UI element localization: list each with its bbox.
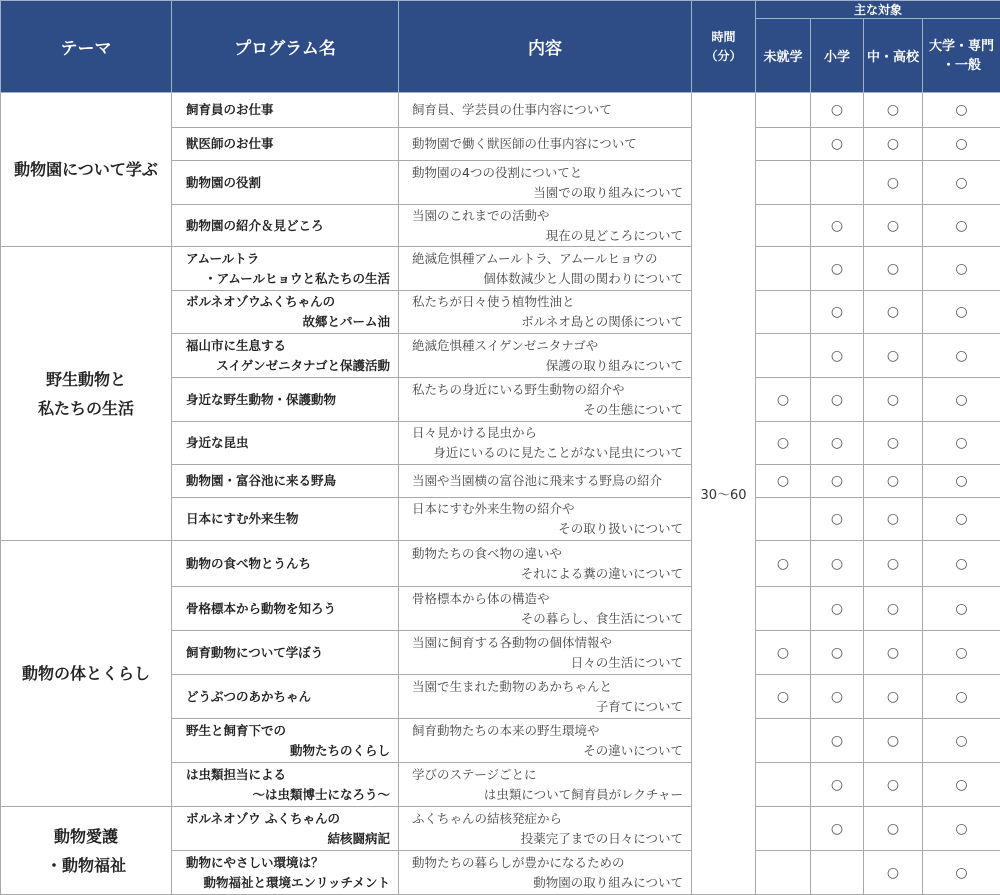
header-time [692, 1, 756, 93]
target-mark-secondary: ○ [864, 93, 923, 128]
target-mark-adult: ○ [923, 587, 1000, 631]
program-description [399, 675, 692, 719]
program-name-line: ～は虫類博士になろう～ [186, 785, 390, 805]
program-description-line: 身近にいるのに見たことがない昆虫について [412, 443, 683, 463]
program-description [399, 334, 692, 378]
program-name-line: 動物園の役割 [186, 173, 390, 193]
theme-cell [1, 807, 172, 895]
program-description [399, 807, 692, 851]
target-mark-preschool: ○ [756, 378, 811, 422]
target-mark-preschool: ○ [756, 465, 811, 498]
program-description-line: 日々の生活について [412, 653, 683, 673]
program-description [399, 422, 692, 465]
program-name [172, 851, 399, 895]
program-description-line: 当園で生まれた動物のあかちゃんと [412, 677, 683, 697]
program-description-line: 子育てについて [412, 697, 683, 717]
theme-cell [1, 541, 172, 807]
program-description-line: 飼育動物たちの本来の野生環境や [412, 721, 683, 741]
target-mark-elementary: ○ [811, 541, 864, 587]
program-name-line: 動物福祉と環境エンリッチメント [186, 873, 390, 893]
program-name-line: アムールトラ [186, 249, 390, 269]
program-description-line: 動物たちの食べ物の違いや [412, 544, 683, 564]
program-name [172, 541, 399, 587]
program-name-line: 獣医師のお仕事 [186, 134, 390, 154]
program-description [399, 719, 692, 763]
target-mark-elementary: ○ [811, 631, 864, 675]
target-mark-adult: ○ [923, 93, 1000, 128]
theme-cell [1, 247, 172, 541]
program-name-line: ボルネオゾウ ふくちゃんの [186, 809, 390, 829]
target-mark-secondary: ○ [864, 161, 923, 205]
target-mark-elementary: ○ [811, 247, 864, 291]
target-mark-elementary: ○ [811, 465, 864, 498]
program-name [172, 378, 399, 422]
target-mark-secondary: ○ [864, 422, 923, 465]
target-mark-preschool [756, 763, 811, 807]
header-target-adult-line2: ・一般 [923, 56, 1000, 75]
theme-label: 動物園について学ぶ [1, 155, 171, 184]
target-mark-preschool [756, 205, 811, 247]
target-mark-secondary: ○ [864, 719, 923, 763]
target-mark-elementary: ○ [811, 93, 864, 128]
program-description-line: 保護の取り組みについて [412, 356, 683, 376]
program-name-line: 動物たちのくらし [186, 741, 390, 761]
target-mark-adult: ○ [923, 422, 1000, 465]
target-mark-elementary: ○ [811, 422, 864, 465]
target-mark-preschool [756, 851, 811, 895]
target-mark-preschool [756, 498, 811, 541]
program-name [172, 675, 399, 719]
header-content: 内容 [399, 1, 692, 93]
program-name [172, 763, 399, 807]
program-description-line: 日々見かける昆虫から [412, 423, 683, 443]
program-name [172, 807, 399, 851]
program-name [172, 334, 399, 378]
target-mark-secondary: ○ [864, 465, 923, 498]
program-name [172, 719, 399, 763]
target-mark-elementary: ○ [811, 205, 864, 247]
header-target-elementary: 小学 [811, 19, 864, 93]
target-mark-adult: ○ [923, 334, 1000, 378]
target-mark-secondary: ○ [864, 247, 923, 291]
target-mark-elementary: ○ [811, 675, 864, 719]
target-mark-preschool [756, 128, 811, 161]
header-target-secondary: 中・高校 [864, 19, 923, 93]
program-description-line: 日本にすむ外来生物の紹介や [412, 499, 683, 519]
header-target: 主な対象 [756, 1, 1000, 19]
program-description [399, 128, 692, 161]
program-name-line: 飼育動物について学ぼう [186, 643, 390, 663]
program-description-line: は虫類について飼育員がレクチャー [412, 785, 683, 805]
target-mark-adult: ○ [923, 763, 1000, 807]
program-name-line: ・アムールヒョウと私たちの生活 [186, 269, 390, 289]
program-name [172, 498, 399, 541]
target-mark-preschool [756, 93, 811, 128]
program-description [399, 587, 692, 631]
program-description-line: 絶滅危惧種スイゲンゼニタナゴや [412, 336, 683, 356]
target-mark-adult: ○ [923, 498, 1000, 541]
target-mark-adult: ○ [923, 291, 1000, 334]
table-row [1, 541, 1000, 587]
header-program: プログラム名 [172, 1, 399, 93]
header-time-label: 時間 [692, 28, 755, 47]
target-mark-elementary: ○ [811, 334, 864, 378]
program-description [399, 851, 692, 895]
program-description [399, 498, 692, 541]
program-description-line: 個体数減少と人間の関わりについて [412, 269, 683, 289]
program-description [399, 161, 692, 205]
target-mark-secondary: ○ [864, 763, 923, 807]
target-mark-secondary: ○ [864, 205, 923, 247]
program-description-line: 投薬完了までの日々について [412, 829, 683, 849]
target-mark-elementary: ○ [811, 807, 864, 851]
program-name [172, 465, 399, 498]
program-name-line: どうぶつのあかちゃん [186, 687, 390, 707]
target-mark-adult: ○ [923, 205, 1000, 247]
program-description-line: 現在の見どころについて [412, 226, 683, 246]
theme-label: 野生動物と [1, 365, 171, 394]
target-mark-preschool [756, 247, 811, 291]
target-mark-preschool: ○ [756, 422, 811, 465]
program-description-line: 私たちが日々使う植物性油と [412, 292, 683, 312]
program-description [399, 763, 692, 807]
program-name-line: 日本にすむ外来生物 [186, 509, 390, 529]
program-name [172, 128, 399, 161]
target-mark-adult: ○ [923, 128, 1000, 161]
program-name [172, 587, 399, 631]
program-name-line: 動物の食べ物とうんち [186, 554, 390, 574]
header-row-top [1, 1, 1000, 19]
target-mark-preschool [756, 719, 811, 763]
program-description [399, 378, 692, 422]
target-mark-secondary: ○ [864, 378, 923, 422]
target-mark-preschool [756, 587, 811, 631]
target-mark-secondary: ○ [864, 807, 923, 851]
header-time-unit: （分） [692, 47, 755, 66]
program-description-line: 当園での取り組みについて [412, 183, 683, 203]
program-description-line: その違いについて [412, 741, 683, 761]
program-name-line: 身近な昆虫 [186, 433, 390, 453]
program-name-line: 骨格標本から動物を知ろう [186, 599, 390, 619]
program-name [172, 205, 399, 247]
target-mark-preschool [756, 334, 811, 378]
target-mark-secondary: ○ [864, 498, 923, 541]
program-description-line: 私たちの身近にいる野生動物の紹介や [412, 380, 683, 400]
header-target-adult-line1: 大学・専門 [923, 37, 1000, 56]
program-name [172, 291, 399, 334]
theme-label: 動物の体とくらし [1, 659, 171, 688]
target-mark-secondary: ○ [864, 334, 923, 378]
theme-cell [1, 93, 172, 247]
target-mark-elementary: ○ [811, 378, 864, 422]
target-mark-adult: ○ [923, 541, 1000, 587]
program-description [399, 205, 692, 247]
target-mark-secondary: ○ [864, 851, 923, 895]
program-name-line: 故郷とパーム油 [186, 312, 390, 332]
target-mark-secondary: ○ [864, 587, 923, 631]
target-mark-elementary: ○ [811, 128, 864, 161]
target-mark-preschool [756, 161, 811, 205]
program-description [399, 247, 692, 291]
target-mark-adult: ○ [923, 719, 1000, 763]
program-name-line: 結核闘病記 [186, 829, 390, 849]
program-description [399, 631, 692, 675]
target-mark-adult: ○ [923, 161, 1000, 205]
program-description-line: 当園のこれまでの活動や [412, 206, 683, 226]
target-mark-adult: ○ [923, 851, 1000, 895]
program-description-line: 飼育員、学芸員の仕事内容について [412, 100, 683, 120]
target-mark-elementary: ○ [811, 291, 864, 334]
program-description-line: その暮らし、食生活について [412, 609, 683, 629]
program-description-line: 動物たちの暮らしが豊かになるための [412, 853, 683, 873]
program-name-line: 身近な野生動物・保護動物 [186, 390, 390, 410]
program-description-line: 骨格標本から体の構造や [412, 589, 683, 609]
target-mark-secondary: ○ [864, 128, 923, 161]
program-name-line: 野生と飼育下での [186, 721, 390, 741]
program-name-line: 福山市に生息する [186, 336, 390, 356]
table-row [1, 807, 1000, 851]
program-description-line: 学びのステージごとに [412, 765, 683, 785]
target-mark-elementary [811, 851, 864, 895]
table-row [1, 247, 1000, 291]
program-description-line: 動物園の4つの役割についてと [412, 163, 683, 183]
program-name-line: 動物園・富谷池に来る野鳥 [186, 471, 390, 491]
header-target-preschool: 未就学 [756, 19, 811, 93]
program-name-line: 動物にやさしい環境は？ [186, 853, 390, 873]
target-mark-adult: ○ [923, 465, 1000, 498]
program-description-line: 当園に飼育する各動物の個体情報や [412, 633, 683, 653]
target-mark-preschool: ○ [756, 675, 811, 719]
table-row [1, 93, 1000, 128]
program-description-line: 絶滅危惧種アムールトラ、アムールヒョウの [412, 249, 683, 269]
theme-label: ・動物福祉 [1, 851, 171, 880]
program-name [172, 631, 399, 675]
target-mark-elementary: ○ [811, 719, 864, 763]
program-description-line: 当園や当園横の富谷池に飛来する野鳥の紹介 [412, 471, 683, 491]
target-mark-preschool [756, 291, 811, 334]
program-description [399, 465, 692, 498]
target-mark-adult: ○ [923, 378, 1000, 422]
target-mark-adult: ○ [923, 675, 1000, 719]
target-mark-secondary: ○ [864, 675, 923, 719]
program-description [399, 541, 692, 587]
program-description-line: ボルネオ島との関係について [412, 312, 683, 332]
time-value: 30〜60 [692, 93, 756, 895]
program-name [172, 161, 399, 205]
target-mark-elementary: ○ [811, 498, 864, 541]
program-name-line: スイゲンゼニタナゴと保護活動 [186, 356, 390, 376]
header-target-adult [923, 19, 1000, 93]
program-description [399, 93, 692, 128]
target-mark-preschool: ○ [756, 541, 811, 587]
theme-label: 動物愛護 [1, 822, 171, 851]
program-name [172, 422, 399, 465]
target-mark-elementary: ○ [811, 587, 864, 631]
target-mark-adult: ○ [923, 247, 1000, 291]
program-description-line: 動物園で働く獣医師の仕事内容について [412, 134, 683, 154]
program-table-body [1, 93, 1000, 895]
program-name-line: ボルネオゾウふくちゃんの [186, 292, 390, 312]
program-description-line: それによる糞の違いについて [412, 564, 683, 584]
program-name-line: は虫類担当による [186, 765, 390, 785]
program-description-line: ふくちゃんの結核発症から [412, 809, 683, 829]
target-mark-secondary: ○ [864, 631, 923, 675]
target-mark-preschool [756, 807, 811, 851]
target-mark-elementary: ○ [811, 763, 864, 807]
target-mark-adult: ○ [923, 807, 1000, 851]
program-description-line: 動物園の取り組みについて [412, 873, 683, 893]
program-name-line: 飼育員のお仕事 [186, 100, 390, 120]
target-mark-preschool: ○ [756, 631, 811, 675]
target-mark-elementary [811, 161, 864, 205]
target-mark-adult: ○ [923, 631, 1000, 675]
program-description-line: その生態について [412, 400, 683, 420]
program-name-line: 動物園の紹介＆見どころ [186, 216, 390, 236]
theme-label: 私たちの生活 [1, 394, 171, 423]
header-theme: テーマ [1, 1, 172, 93]
program-name [172, 93, 399, 128]
program-name [172, 247, 399, 291]
program-description-line: その取り扱いについて [412, 519, 683, 539]
target-mark-secondary: ○ [864, 291, 923, 334]
program-description [399, 291, 692, 334]
target-mark-secondary: ○ [864, 541, 923, 587]
